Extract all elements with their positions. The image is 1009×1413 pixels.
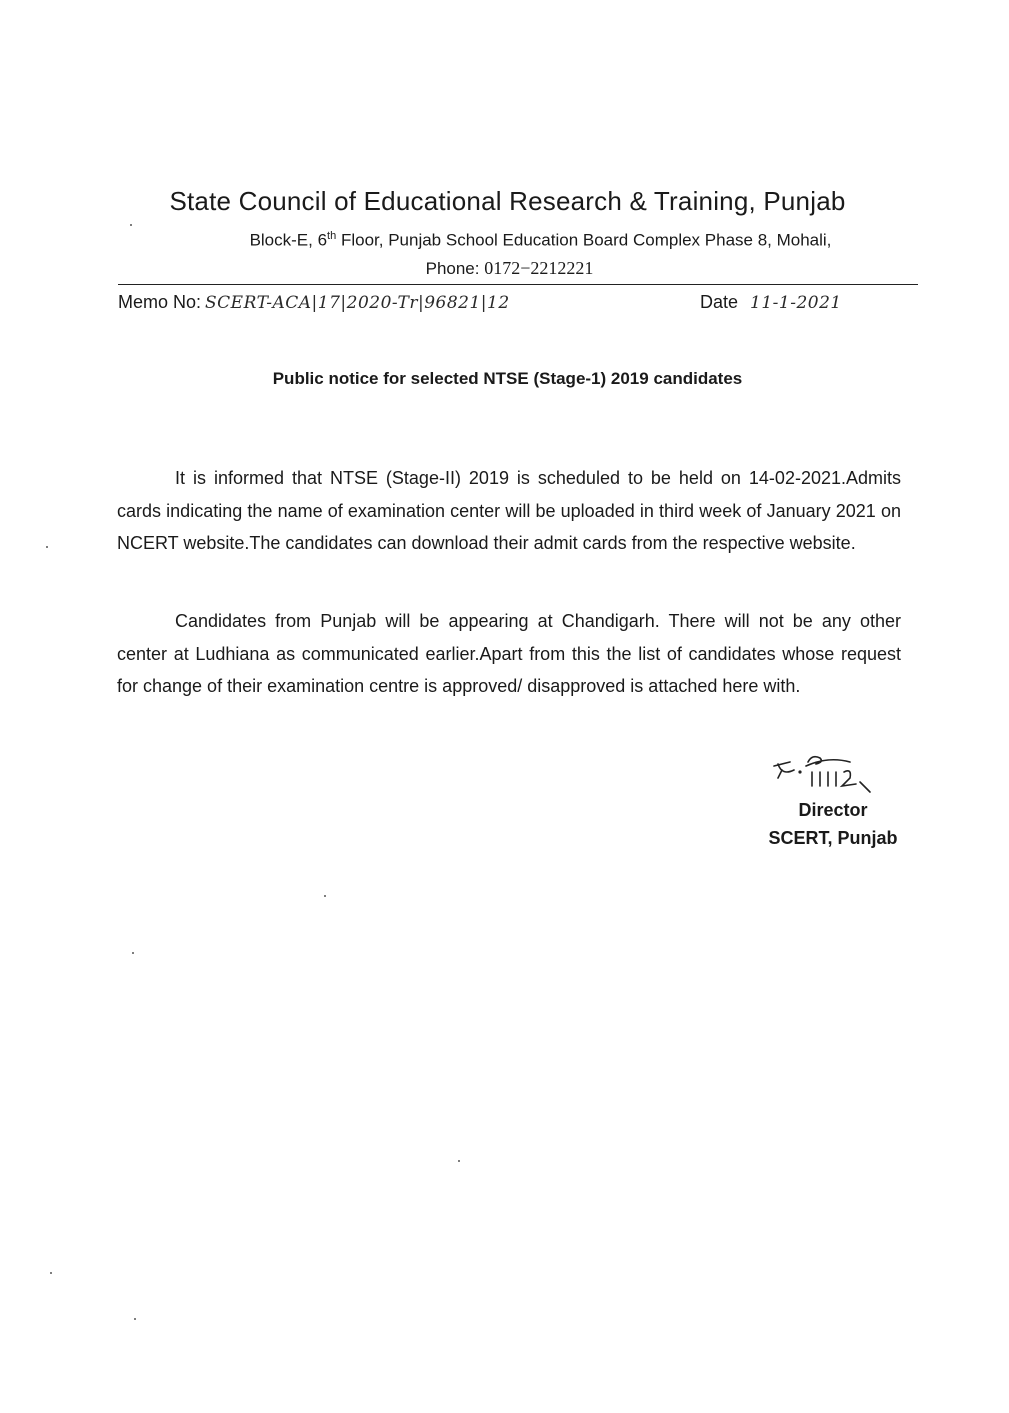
scan-speck: [458, 1160, 460, 1162]
date-line: [700, 292, 842, 313]
address-superscript: th: [327, 230, 337, 242]
organization-address: [0, 230, 1009, 251]
notice-title: Public notice for selected NTSE (Stage-1) 2019 candidates: [272, 369, 743, 388]
scan-speck: [132, 952, 134, 954]
phone-label: Phone:: [425, 259, 485, 278]
organization-name: State Council of Educational Research & Training, Punjab: [169, 186, 846, 216]
date-label: Date: [700, 292, 739, 312]
memo-number-handwritten: SCERT-ACA|17|2020-Tr|96821|12: [205, 293, 510, 313]
memo-label: Memo No:: [118, 292, 202, 312]
scan-speck: [50, 1272, 52, 1274]
scan-speck: [324, 895, 326, 897]
signatory-role: Director: [798, 800, 868, 820]
notice-paragraph-2: Candidates from Punjab will be appearing at Chandigarh. There will not be any other center at Ludhiana as communicated earlier.Apart from this the list of candidates whose request for change of their examination centre is approved/ disapproved is attached here with.: [117, 611, 901, 696]
notice-paragraph-1: It is informed that NTSE (Stage-II) 2019 is scheduled to be held on 14-02-2021.Admits cards indicating the name of examination center will be uploaded in third week of January 2021 on NCERT website.The candidates can download their admit cards from the respective website.: [117, 468, 901, 553]
scan-speck: [130, 224, 132, 226]
organization-phone: [0, 258, 1009, 279]
scan-speck: [46, 546, 48, 548]
memo-number-line: [118, 292, 510, 313]
date-handwritten: 11-1-2021: [750, 293, 842, 313]
phone-number: 0172−2212221: [484, 258, 594, 278]
address-start: Block-E, 6: [249, 230, 328, 250]
director-signature: [768, 748, 898, 798]
address-end: Floor, Punjab School Education Board Complex Phase 8, Mohali,: [336, 230, 832, 250]
signatory-organization: SCERT, Punjab: [768, 828, 898, 848]
scan-speck: [134, 1318, 136, 1320]
header-divider: [118, 284, 918, 285]
